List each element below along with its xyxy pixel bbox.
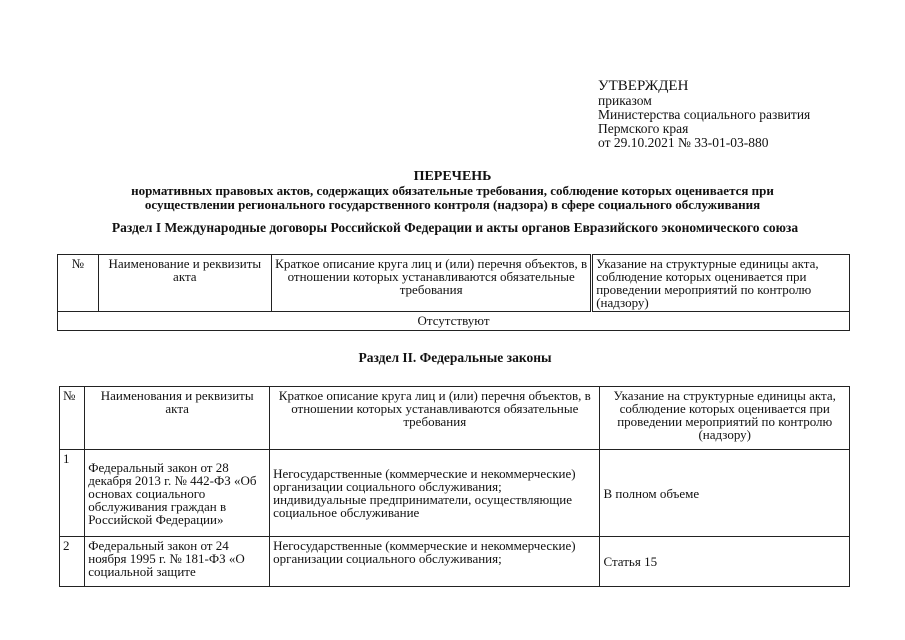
section-1-title: Раздел I Международные договоры Российской Федерации и акты органов Евразийского экономического союза: [111, 220, 799, 235]
empty-note: Отсутствуют: [58, 312, 850, 331]
table-row: [60, 537, 850, 587]
header-description: Краткое описание круга лиц и (или) перечня объектов, в отношении которых устанавливаются обязательные требования: [270, 387, 600, 450]
row-description-part-b: индивидуальные предприниматели, осуществляющие социальное обслуживание: [273, 492, 572, 520]
header-act-name: Наименования и реквизиты акта: [85, 387, 270, 450]
approval-line-order: приказом: [598, 93, 652, 108]
row-units: В полном объеме: [600, 450, 850, 537]
document-subtitle-line2: осуществлении регионального государственного контроля (надзора) в сфере социального обслуживания: [144, 197, 761, 212]
header-structural-units: Указание на структурные единицы акта, соблюдение которых оценивается при проведении мероприятий по контролю (надзору): [592, 255, 850, 312]
document-subtitle-line1: нормативных правовых актов, содержащих обязательные требования, соблюдение которых оценивается при: [131, 183, 774, 198]
row-act: Федеральный закон от 28 декабря 2013 г. № 442-ФЗ «Об основах социального обслуживания граждан в Российской Федерации»: [85, 450, 270, 537]
row-number: 1: [60, 450, 85, 537]
approval-block: [598, 78, 810, 150]
document-heading: [60, 170, 845, 212]
row-number: 2: [60, 537, 85, 587]
approval-line-date: от 29.10.2021 № 33-01-03-880: [598, 135, 769, 150]
approval-status: УТВЕРЖДЕН: [598, 78, 689, 94]
row-description-part-a: Негосударственные (коммерческие и некоммерческие) организации социального обслуживания;: [273, 466, 576, 494]
section-1-table: [57, 254, 850, 331]
document-title: ПЕРЕЧЕНЬ: [413, 169, 492, 184]
header-description: Краткое описание круга лиц и (или) перечня объектов, в отношении которых устанавливаются обязательные требования: [272, 255, 592, 312]
table-header-row: [58, 255, 850, 312]
header-number: №: [58, 255, 99, 312]
header-number: №: [60, 387, 85, 450]
table-header-row: [60, 387, 850, 450]
row-act: Федеральный закон от 24 ноября 1995 г. № 181-ФЗ «О социальной защите: [85, 537, 270, 587]
row-units: Статья 15: [600, 537, 850, 587]
approval-line-region: Пермского края: [598, 121, 689, 136]
section-2-table: [59, 386, 850, 587]
table-row: [58, 312, 850, 331]
table-row: [60, 450, 850, 537]
header-act-name: Наименование и реквизиты акта: [98, 255, 272, 312]
row-description: [270, 450, 600, 537]
section-2-title: Раздел II. Федеральные законы: [358, 350, 552, 365]
header-structural-units: Указание на структурные единицы акта, соблюдение которых оценивается при проведении мероприятий по контролю (надзору): [600, 387, 850, 450]
approval-line-ministry: Министерства социального развития: [598, 107, 811, 122]
row-description: Негосударственные (коммерческие и некоммерческие) организации социального обслуживания;: [270, 537, 600, 587]
